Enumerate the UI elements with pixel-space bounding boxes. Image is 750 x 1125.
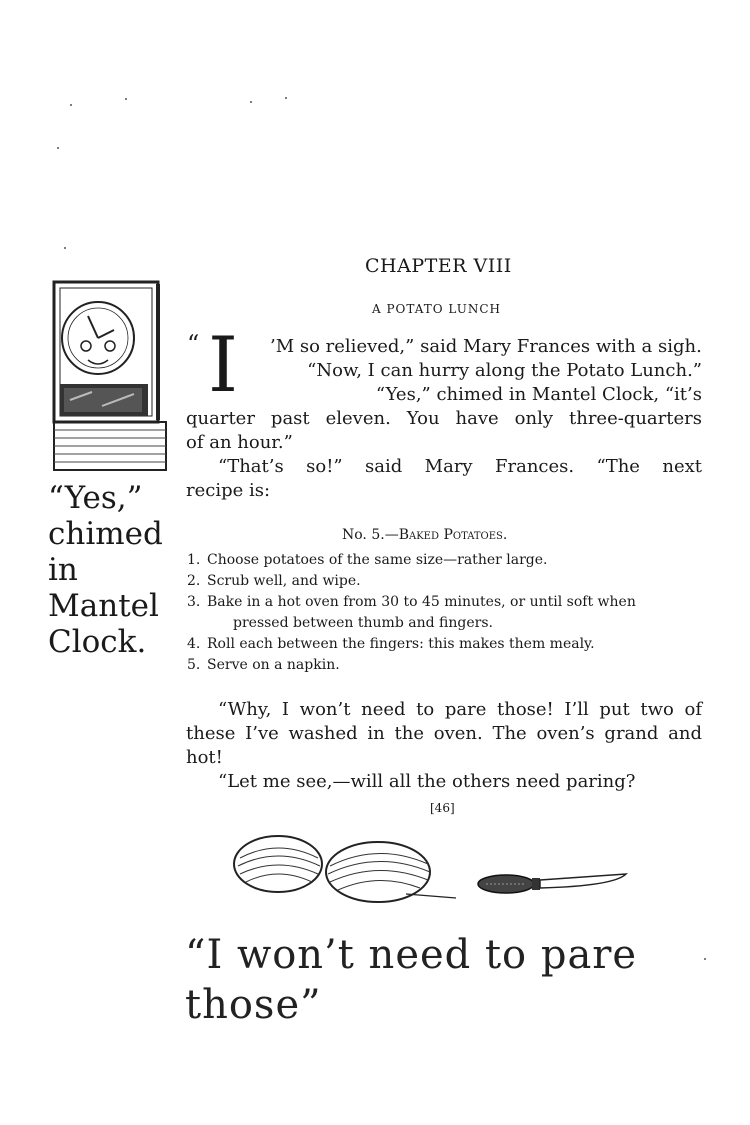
step-text: Roll each between the fingers: this makes them mealy. — [207, 636, 595, 652]
recipe-step — [187, 634, 707, 655]
recipe-step — [187, 550, 707, 571]
step-number: 3. — [187, 594, 201, 610]
story-line: ’M so relieved,” said Mary Frances with a sigh. — [270, 336, 702, 357]
paring-knife-icon — [476, 868, 631, 896]
clock-caption-line: Mantel — [48, 588, 159, 624]
story-line: “Let me see,—will all the others need paring? — [218, 771, 636, 792]
step-text: Bake in a hot oven from 30 to 45 minutes, or until soft when — [207, 594, 636, 610]
story-line: recipe is: — [186, 480, 271, 501]
story-line: these I’ve washed in the oven. The oven’s grand and — [186, 723, 702, 744]
opening-quote: “ — [187, 330, 200, 358]
step-number: 5. — [187, 657, 201, 673]
recipe-step — [187, 571, 707, 592]
step-number: 1. — [187, 552, 201, 568]
recipe-steps — [187, 550, 707, 676]
drop-cap: I — [208, 320, 239, 409]
step-text: pressed between thumb and fingers. — [233, 615, 493, 631]
recipe-step — [187, 613, 707, 634]
clock-caption-line: chimed in — [48, 516, 163, 588]
recipe-step — [187, 655, 707, 676]
recipe-number: No. 5.— — [342, 527, 399, 543]
story-line: quarter past eleven. You have only three-quarters — [186, 408, 702, 429]
story-line: “Yes,” chimed in Mantel Clock, “it’s — [375, 384, 702, 405]
mantel-clock-icon — [52, 280, 170, 472]
story-line: “Why, I won’t need to pare those! I’ll put two of — [218, 699, 702, 720]
recipe-title — [342, 527, 507, 543]
chapter-subtitle: A POTATO LUNCH — [372, 302, 501, 316]
recipe-step — [187, 592, 707, 613]
chapter-heading: CHAPTER VIII — [365, 255, 512, 277]
step-number: 2. — [187, 573, 201, 589]
step-text: Choose potatoes of the same size—rather large. — [207, 552, 548, 568]
story-line: of an hour.” — [186, 432, 293, 453]
bottom-caption: “I won’t need to pare those” — [185, 932, 638, 1028]
story-line: “That’s so!” said Mary Frances. “The next — [218, 456, 702, 477]
clock-caption — [48, 480, 188, 660]
step-text: Serve on a napkin. — [207, 657, 340, 673]
step-number: 4. — [187, 636, 201, 652]
clock-caption-line: Clock. — [48, 624, 147, 660]
story-line: “Now, I can hurry along the Potato Lunch.” — [307, 360, 702, 381]
page-number: [46] — [430, 801, 455, 815]
story-line: hot! — [186, 747, 223, 768]
step-text: Scrub well, and wipe. — [207, 573, 361, 589]
potatoes-icon — [230, 828, 460, 908]
clock-caption-line: “Yes,” — [48, 480, 143, 516]
recipe-name: Baked Potatoes. — [398, 527, 508, 543]
